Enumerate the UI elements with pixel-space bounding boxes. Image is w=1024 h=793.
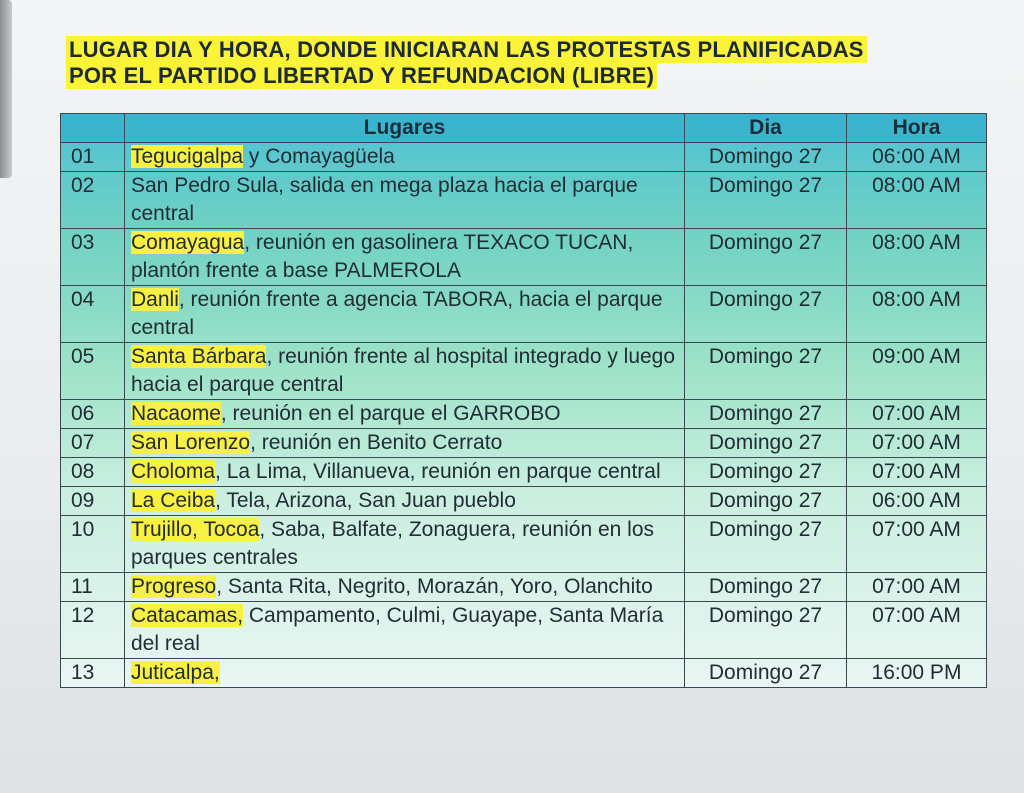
location-details: , Santa Rita, Negrito, Morazán, Yoro, Olanchito: [216, 575, 653, 598]
row-time: 06:00 AM: [847, 143, 987, 172]
side-tab: [0, 0, 12, 178]
highlighted-place: Tegucigalpa: [131, 145, 244, 168]
row-day: Domingo 27: [685, 458, 847, 487]
highlighted-place: Trujillo, Tocoa: [131, 518, 260, 541]
row-time: 07:00 AM: [847, 602, 987, 659]
table-row: [61, 573, 987, 602]
row-number: 09: [61, 487, 125, 516]
highlighted-place: Santa Bárbara: [131, 345, 267, 368]
highlighted-place: Nacaome: [131, 402, 221, 425]
header-num: [61, 114, 125, 143]
location-details: , Tela, Arizona, San Juan pueblo: [215, 489, 516, 512]
row-time: 07:00 AM: [847, 573, 987, 602]
row-day: Domingo 27: [685, 286, 847, 343]
row-time: 08:00 AM: [847, 172, 987, 229]
highlighted-place: Comayagua: [131, 231, 245, 254]
row-day: Domingo 27: [685, 400, 847, 429]
location-details: San Pedro Sula, salida en mega plaza hacia el parque central: [131, 174, 638, 225]
table-header-row: [61, 114, 987, 143]
row-location: [125, 172, 685, 229]
row-day: Domingo 27: [685, 343, 847, 400]
row-day: Domingo 27: [685, 602, 847, 659]
title-line-1: LUGAR DIA Y HORA, DONDE INICIARAN LAS PROTESTAS PLANIFICADAS: [66, 36, 867, 63]
title-line-2: POR EL PARTIDO LIBERTAD Y REFUNDACION (LIBRE): [66, 62, 657, 89]
location-details: , reunión en el parque el GARROBO: [220, 402, 561, 425]
highlighted-place: La Ceiba: [131, 489, 216, 512]
highlighted-place: Juticalpa,: [131, 661, 220, 684]
row-number: 05: [61, 343, 125, 400]
row-time: 08:00 AM: [847, 286, 987, 343]
row-location: [125, 343, 685, 400]
row-location: [125, 458, 685, 487]
location-details: , reunión frente al hospital integrado y luego hacia el parque central: [131, 345, 676, 396]
row-number: 04: [61, 286, 125, 343]
highlighted-place: San Lorenzo: [131, 431, 251, 454]
row-time: 07:00 AM: [847, 458, 987, 487]
row-number: 07: [61, 429, 125, 458]
row-number: 08: [61, 458, 125, 487]
location-details: , reunión en Benito Cerrato: [250, 431, 503, 454]
row-day: Domingo 27: [685, 487, 847, 516]
row-number: 03: [61, 229, 125, 286]
table-row: [61, 400, 987, 429]
document-title: [66, 37, 986, 89]
row-location: [125, 487, 685, 516]
row-time: 07:00 AM: [847, 400, 987, 429]
row-day: Domingo 27: [685, 659, 847, 688]
row-time: 07:00 AM: [847, 516, 987, 573]
row-location: [125, 516, 685, 573]
row-day: Domingo 27: [685, 172, 847, 229]
table-row: [61, 659, 987, 688]
row-day: Domingo 27: [685, 516, 847, 573]
row-time: 09:00 AM: [847, 343, 987, 400]
table-row: [61, 286, 987, 343]
table-row: [61, 229, 987, 286]
table-row: [61, 602, 987, 659]
row-location: [125, 573, 685, 602]
table-row: [61, 458, 987, 487]
row-number: 01: [61, 143, 125, 172]
location-details: y Comayagüela: [243, 145, 395, 168]
row-time: 06:00 AM: [847, 487, 987, 516]
highlighted-place: Danli: [131, 288, 179, 311]
header-dia: Dia: [685, 114, 847, 143]
row-location: [125, 143, 685, 172]
highlighted-place: Progreso: [131, 575, 217, 598]
row-location: [125, 429, 685, 458]
table-row: [61, 172, 987, 229]
row-location: [125, 400, 685, 429]
row-number: 12: [61, 602, 125, 659]
row-location: [125, 602, 685, 659]
location-details: Campamento, Culmi, Guayape, Santa María del real: [131, 604, 664, 655]
row-number: 13: [61, 659, 125, 688]
highlighted-place: Catacamas,: [131, 604, 244, 627]
row-day: Domingo 27: [685, 573, 847, 602]
row-number: 11: [61, 573, 125, 602]
row-time: 08:00 AM: [847, 229, 987, 286]
row-day: Domingo 27: [685, 143, 847, 172]
row-time: 16:00 PM: [847, 659, 987, 688]
location-details: , reunión frente a agencia TABORA, hacia el parque central: [131, 288, 663, 339]
row-location: [125, 659, 685, 688]
table-row: [61, 516, 987, 573]
row-time: 07:00 AM: [847, 429, 987, 458]
row-location: [125, 286, 685, 343]
row-number: 02: [61, 172, 125, 229]
highlighted-place: Choloma: [131, 460, 216, 483]
table-row: [61, 487, 987, 516]
table-row: [61, 143, 987, 172]
protest-schedule-table: [60, 113, 987, 688]
table-row: [61, 429, 987, 458]
header-hora: Hora: [847, 114, 987, 143]
row-location: [125, 229, 685, 286]
row-number: 10: [61, 516, 125, 573]
location-details: , La Lima, Villanueva, reunión en parque central: [215, 460, 661, 483]
location-details: , reunión en gasolinera TEXACO TUCAN, plantón frente a base PALMEROLA: [131, 231, 634, 282]
row-day: Domingo 27: [685, 229, 847, 286]
location-details: , Saba, Balfate, Zonaguera, reunión en los parques centrales: [131, 518, 654, 569]
row-number: 06: [61, 400, 125, 429]
table-row: [61, 343, 987, 400]
header-lugares: Lugares: [125, 114, 685, 143]
row-day: Domingo 27: [685, 429, 847, 458]
